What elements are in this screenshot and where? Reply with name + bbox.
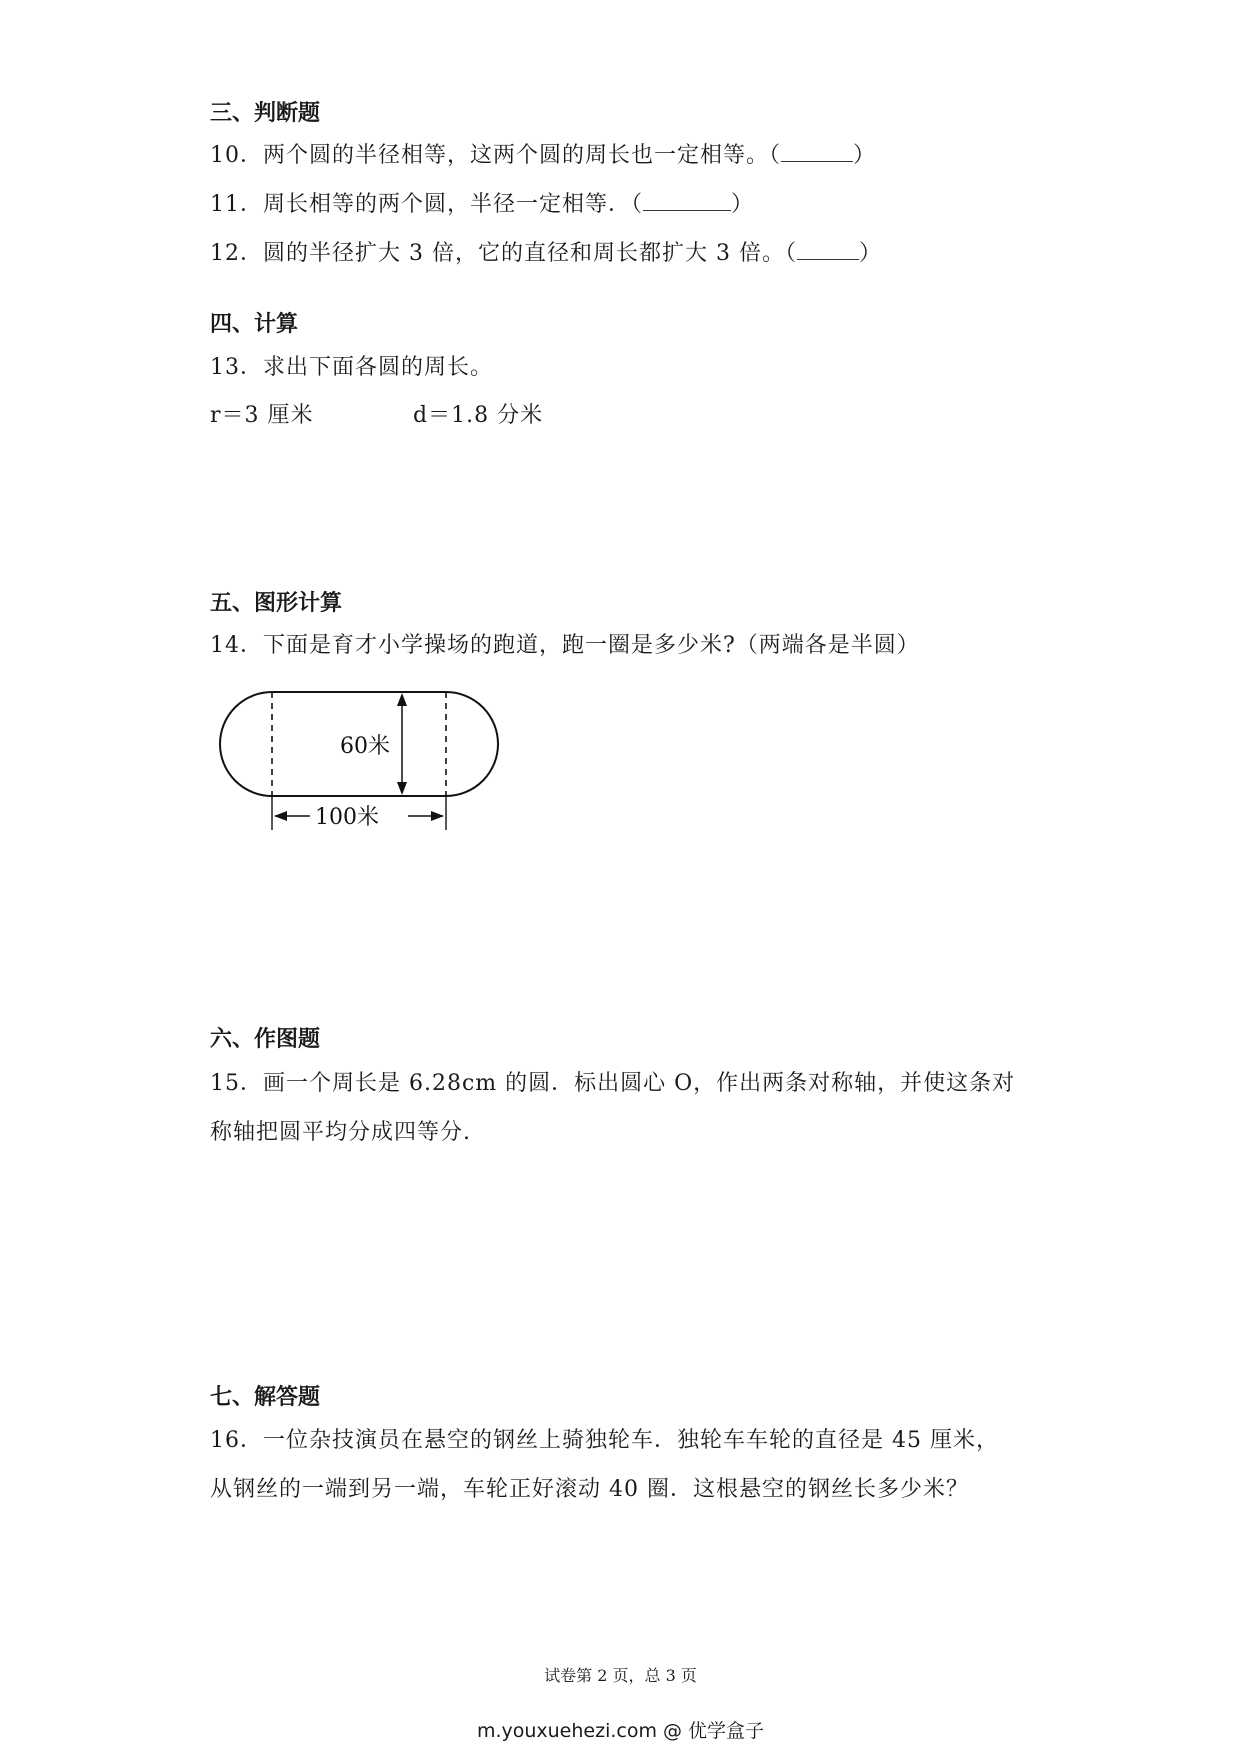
question-15-line-2: 称轴把圆平均分成四等分. <box>210 1120 471 1145</box>
length-arrow-right <box>431 811 444 821</box>
question-12-close: ） <box>858 241 882 266</box>
length-label: 100米 <box>315 805 379 830</box>
question-12-text: 12．圆的半径扩大 3 倍，它的直径和周长都扩大 3 倍。（ <box>210 241 797 266</box>
question-11 <box>210 187 754 218</box>
section-heading-shape-calc: 五、图形计算 <box>210 591 343 616</box>
site-watermark: m.youxuehezi.com @ 优学盒子 <box>476 1720 765 1742</box>
page-number-info: 试卷第 2 页，总 3 页 <box>544 1666 697 1685</box>
width-label: 60米 <box>340 734 390 759</box>
section-heading-draw: 六、作图题 <box>210 1027 321 1052</box>
running-track-figure <box>200 680 520 835</box>
section-heading-answer: 七、解答题 <box>210 1385 321 1410</box>
section-heading-judge: 三、判断题 <box>210 101 321 126</box>
section-heading-calc: 四、计算 <box>210 312 299 337</box>
question-11-close: ） <box>731 192 755 217</box>
question-16-line-1: 16．一位杂技演员在悬空的钢丝上骑独轮车．独轮车车轮的直径是 45 厘米， <box>210 1428 999 1453</box>
answer-blank-10[interactable] <box>781 141 853 162</box>
answer-blank-12[interactable] <box>797 239 859 260</box>
calc-item-radius: r＝3 厘米 <box>210 403 314 428</box>
length-arrow-left <box>274 811 287 821</box>
question-16-line-2: 从钢丝的一端到另一端，车轮正好滚动 40 圈．这根悬空的钢丝长多少米？ <box>210 1477 969 1502</box>
question-10 <box>210 138 876 169</box>
question-10-close: ） <box>853 143 877 168</box>
calc-item-diameter: d＝1.8 分米 <box>413 403 544 428</box>
answer-blank-11[interactable] <box>643 190 731 211</box>
width-arrow-top <box>397 693 407 706</box>
question-11-text: 11．周长相等的两个圆，半径一定相等．（ <box>210 192 643 217</box>
question-14: 14．下面是育才小学操场的跑道，跑一圈是多少米?（两端各是半圆） <box>210 633 920 658</box>
question-15-line-1: 15．画一个周长是 6.28cm 的圆．标出圆心 O，作出两条对称轴，并使这条对 <box>210 1071 1016 1096</box>
question-10-text: 10．两个圆的半径相等，这两个圆的周长也一定相等。（ <box>210 143 781 168</box>
question-12 <box>210 236 882 267</box>
width-arrow-bottom <box>397 782 407 795</box>
question-13: 13．求出下面各圆的周长。 <box>210 355 493 380</box>
